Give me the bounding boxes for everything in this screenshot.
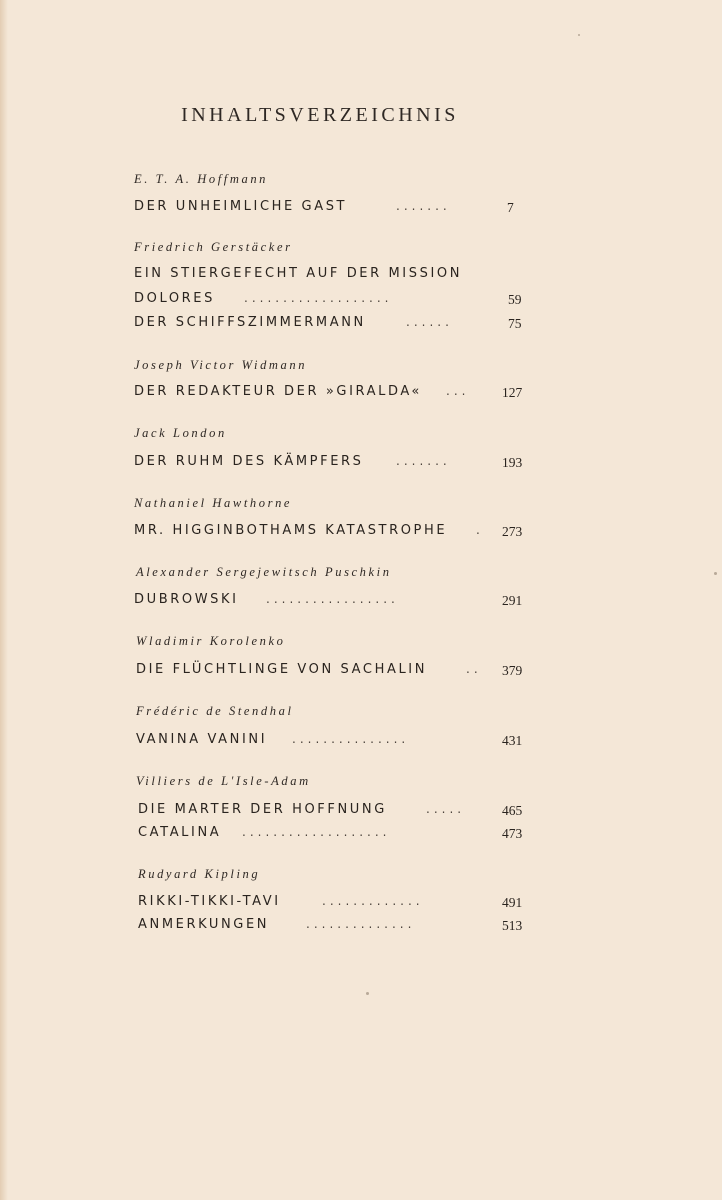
- leader-dots: ...: [446, 384, 470, 398]
- paper-speck: [366, 992, 369, 995]
- author-name: Friedrich Gerstäcker: [134, 240, 293, 254]
- leader-dots: .............: [322, 894, 424, 908]
- toc-entry: [0, 917, 523, 935]
- leader-dots: .......: [396, 454, 451, 468]
- entry-page: 193: [502, 455, 523, 470]
- author-name: Frédéric de Stendhal: [136, 704, 294, 718]
- author-name: Alexander Sergejewitsch Puschkin: [136, 565, 392, 579]
- leader-dots: ...................: [242, 825, 391, 839]
- author-name: Jack London: [134, 426, 227, 440]
- entry-title: CATALINA: [138, 825, 222, 840]
- entry-page: 291: [502, 593, 523, 608]
- entry-title: VANINA VANINI: [136, 732, 268, 747]
- leader-dots: ...................: [244, 291, 393, 305]
- entry-page: 431: [502, 733, 523, 748]
- entry-page: 75: [508, 316, 522, 331]
- entry-title: DIE FLÜCHTLINGE VON SACHALIN: [136, 662, 428, 677]
- toc-entry: [0, 266, 520, 284]
- entry-title: DUBROWSKI: [134, 592, 239, 607]
- author-name: Villiers de L'Isle-Adam: [136, 774, 311, 788]
- author-name: E. T. A. Hoffmann: [134, 172, 269, 186]
- entry-title: RIKKI-TIKKI-TAVI: [138, 894, 281, 909]
- toc-entry: [0, 732, 523, 750]
- toc-entry: [0, 592, 523, 610]
- toc-entry: [0, 802, 523, 820]
- entry-title: DIE MARTER DER HOFFNUNG: [138, 802, 387, 817]
- entry-title: DER REDAKTEUR DER »GIRALDA«: [134, 384, 422, 399]
- leader-dots: .: [476, 523, 484, 537]
- entry-page: 465: [502, 803, 523, 818]
- entry-page: 273: [502, 524, 523, 539]
- leader-dots: .......: [396, 199, 451, 213]
- entry-page: 127: [502, 385, 523, 400]
- entry-title: ANMERKUNGEN: [138, 917, 270, 932]
- author-name: Wladimir Korolenko: [136, 634, 286, 648]
- toc-entry: [0, 523, 523, 541]
- leader-dots: ..............: [306, 917, 416, 931]
- page-title: INHALTSVERZEICHNIS: [181, 104, 459, 126]
- toc-entry: [0, 384, 523, 402]
- entry-page: 513: [502, 918, 523, 933]
- paper-speck: [578, 34, 580, 36]
- entry-title: DER UNHEIMLICHE GAST: [134, 199, 348, 214]
- author-name: Nathaniel Hawthorne: [134, 496, 293, 510]
- entry-page: 7: [507, 200, 514, 215]
- toc-entry: [0, 662, 523, 680]
- entry-title: DER RUHM DES KÄMPFERS: [134, 454, 364, 469]
- leader-dots: .................: [266, 592, 399, 606]
- entry-page: 491: [502, 895, 523, 910]
- entry-page: 379: [502, 663, 523, 678]
- entry-page: 473: [502, 826, 523, 841]
- leader-dots: ..: [466, 662, 482, 676]
- paper-speck: [714, 572, 717, 575]
- entry-title: EIN STIERGEFECHT AUF DER MISSION: [134, 266, 463, 281]
- author-name: Rudyard Kipling: [138, 867, 261, 881]
- toc-entry: [0, 825, 523, 843]
- entry-page: 59: [508, 292, 522, 307]
- entry-title: MR. HIGGINBOTHAMS KATASTROPHE: [134, 523, 448, 538]
- toc-entry: [0, 315, 520, 333]
- toc-entry: [0, 454, 523, 472]
- toc-entry: [0, 894, 523, 912]
- toc-entry: [0, 199, 520, 217]
- leader-dots: .....: [426, 802, 466, 816]
- entry-title: DER SCHIFFSZIMMERMANN: [134, 315, 366, 330]
- toc-entry: [0, 291, 520, 309]
- leader-dots: ......: [406, 315, 453, 329]
- author-name: Joseph Victor Widmann: [134, 358, 308, 372]
- leader-dots: ...............: [292, 732, 410, 746]
- entry-title: DOLORES: [134, 291, 215, 306]
